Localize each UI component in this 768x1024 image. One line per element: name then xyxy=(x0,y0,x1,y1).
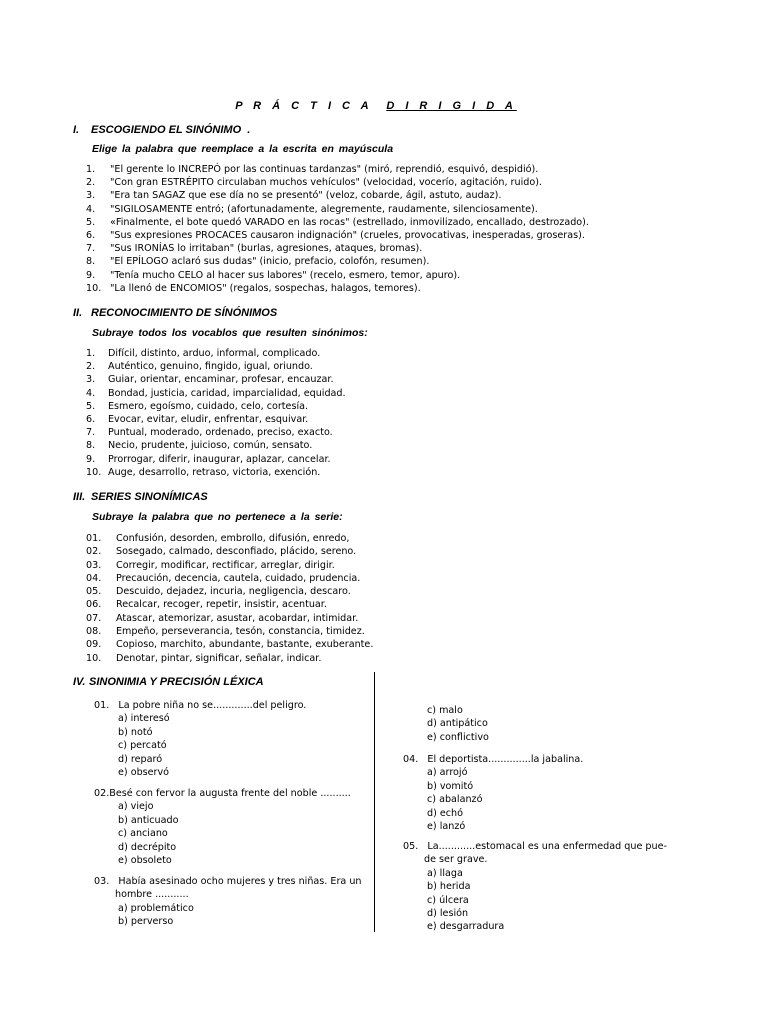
option: a) problemático xyxy=(118,902,194,914)
list-item xyxy=(86,373,346,386)
item-number: 4. xyxy=(86,203,96,215)
option: c) percató xyxy=(118,740,167,752)
list-item xyxy=(86,585,373,598)
item-number: 06. xyxy=(86,599,102,611)
section3-number: III. xyxy=(73,491,86,503)
list-item xyxy=(86,163,589,176)
list-item xyxy=(86,242,589,255)
item-text: Auge, desarrollo, retraso, victoria, exención. xyxy=(108,466,321,478)
item-text: Puntual, moderado, ordenado, preciso, exacto. xyxy=(108,427,333,439)
section4-title: SINONIMIA Y PRECISIÓN LÉXICA xyxy=(89,676,264,688)
section3-list xyxy=(86,532,373,665)
question-02 xyxy=(94,787,351,867)
section2-instruction: Subraye todos los vocablos que resulten sinónimos: xyxy=(92,327,368,339)
item-text: Auténtico, genuino, fingido, igual, oriundo. xyxy=(108,361,313,373)
item-text: "El EPÍLOGO aclaró sus dudas" (inicio, prefacio, colofón, resumen). xyxy=(110,256,430,268)
list-item xyxy=(86,453,346,466)
list-item xyxy=(86,559,373,572)
item-text: Bondad, justicia, caridad, imparcialidad, equidad. xyxy=(108,387,346,399)
section2-heading xyxy=(73,307,277,319)
item-number: 3. xyxy=(86,190,96,202)
list-item xyxy=(86,439,346,452)
item-text: Corregir, modificar, rectificar, arreglar, dirigir. xyxy=(116,559,335,571)
section1-heading xyxy=(73,124,250,136)
item-text: Confusión, desorden, embrollo, difusión, enredo, xyxy=(116,533,350,544)
section1-title: ESCOGIENDO EL SINÓNIMO . xyxy=(91,124,251,136)
item-number: 5. xyxy=(86,216,96,228)
list-item xyxy=(86,532,373,545)
item-number: 8. xyxy=(86,256,96,268)
question-02-stem: 02.Besé con fervor la augusta frente del noble .......... xyxy=(94,788,351,799)
item-number: 1. xyxy=(86,348,96,359)
item-text: Difícil, distinto, arduo, informal, complicado. xyxy=(108,348,321,359)
question-04 xyxy=(403,753,583,833)
question-05-options xyxy=(403,867,667,934)
list-item xyxy=(86,638,373,651)
list-item xyxy=(86,387,346,400)
item-text: Recalcar, recoger, repetir, insistir, acentuar. xyxy=(116,599,327,611)
option: c) anciano xyxy=(118,828,168,840)
section1-instruction: Elige la palabra que reemplace a la escrita en mayúscula xyxy=(92,143,394,155)
question-01 xyxy=(94,699,306,779)
list-item xyxy=(86,229,589,242)
question-02-options xyxy=(94,800,351,867)
item-number: 6. xyxy=(86,229,96,241)
list-item xyxy=(86,189,589,202)
option: a) llaga xyxy=(427,867,463,879)
item-text: Sosegado, calmado, desconfiado, plácido, sereno. xyxy=(116,546,357,558)
list-item xyxy=(86,360,346,373)
item-text: Evocar, evitar, eludir, enfrentar, esquivar. xyxy=(108,413,309,425)
item-text: Atascar, atemorizar, asustar, acobardar, intimidar. xyxy=(116,612,359,624)
list-item xyxy=(86,466,346,479)
item-number: 3. xyxy=(86,374,96,386)
question-05-stem-cont: de ser grave. xyxy=(424,854,488,866)
section3-title: SERIES SINONÍMICAS xyxy=(91,491,208,503)
item-text: "La llenó de ENCOMIOS" (regalos, sospechas, halagos, temores). xyxy=(110,282,421,294)
item-number: 03. xyxy=(86,559,102,571)
option: d) antipático xyxy=(427,718,488,730)
list-item xyxy=(86,612,373,625)
item-number: 01. xyxy=(86,533,102,544)
option: d) echó xyxy=(427,807,464,819)
item-text: Denotar, pintar, significar, señalar, indicar. xyxy=(116,652,322,664)
option: a) viejo xyxy=(118,801,154,813)
option: e) desgarradura xyxy=(427,921,505,933)
question-01-options xyxy=(94,712,306,779)
option: d) decrépito xyxy=(118,841,177,853)
item-number: 02. xyxy=(86,546,102,558)
list-item xyxy=(86,176,589,189)
question-04-options xyxy=(403,766,583,833)
question-03-continued xyxy=(427,704,489,744)
option: c) abalanzó xyxy=(427,794,483,806)
item-number: 08. xyxy=(86,626,102,638)
item-number: 05. xyxy=(86,586,102,598)
list-item xyxy=(86,255,589,268)
item-number: 1. xyxy=(86,164,96,175)
option: b) vomitó xyxy=(427,780,474,792)
list-item xyxy=(86,572,373,585)
item-text: "Sus IRONÍAS lo irritaban" (burlas, agresiones, ataques, bromas). xyxy=(110,243,423,255)
option: b) herida xyxy=(427,881,471,893)
item-number: 5. xyxy=(86,400,96,412)
item-number: 4. xyxy=(86,387,96,399)
list-item xyxy=(86,545,373,558)
item-number: 09. xyxy=(86,639,102,651)
question-03 xyxy=(94,875,362,929)
item-text: "SIGILOSAMENTE entró; (afortunadamente, alegremente, raudamente, silenciosamente). xyxy=(110,203,538,215)
item-text: Guiar, orientar, encaminar, profesar, encauzar. xyxy=(108,374,334,386)
list-item xyxy=(86,203,589,216)
option: e) conflictivo xyxy=(427,731,489,743)
item-number: 7. xyxy=(86,243,96,255)
title-part2: D I R I G I D A xyxy=(386,100,517,112)
item-text: «Finalmente, el bote quedó VARADO en las rocas" (estrellado, inmovilizado, encallado, destrozado). xyxy=(110,216,589,228)
question-03-stem-cont: hombre ........... xyxy=(115,889,189,901)
item-text: "Era tan SAGAZ que ese día no se presentó" (veloz, cobarde, ágil, astuto, audaz). xyxy=(110,190,502,202)
option: d) reparó xyxy=(118,753,163,765)
list-item xyxy=(86,400,346,413)
item-text: Precaución, decencia, cautela, cuidado, prudencia. xyxy=(116,572,361,584)
section4-number: IV. xyxy=(73,676,86,688)
list-item xyxy=(86,269,589,282)
option: a) arrojó xyxy=(427,767,468,779)
question-01-stem: 01. La pobre niña no se.............del peligro. xyxy=(94,700,307,711)
list-item xyxy=(86,625,373,638)
item-number: 2. xyxy=(86,361,96,373)
item-number: 10. xyxy=(86,466,102,478)
section2-number: II. xyxy=(73,307,83,319)
item-text: Prorrogar, diferir, inaugurar, aplazar, cancelar. xyxy=(108,453,331,465)
item-text: Esmero, egoísmo, cuidado, celo, cortesía. xyxy=(108,400,309,412)
option: c) malo xyxy=(427,705,463,716)
option: e) lanzó xyxy=(427,820,466,832)
section3-instruction: Subraye la palabra que no pertenece a la serie: xyxy=(92,511,343,523)
item-text: Descuido, dejadez, incuria, negligencia, descaro. xyxy=(116,586,351,598)
list-item xyxy=(86,347,346,360)
list-item xyxy=(86,216,589,229)
page-title xyxy=(0,100,752,112)
item-number: 07. xyxy=(86,612,102,624)
question-03-more-options xyxy=(427,704,489,744)
item-number: 2. xyxy=(86,177,96,189)
item-number: 9. xyxy=(86,453,96,465)
list-item xyxy=(86,652,373,665)
option: d) lesión xyxy=(427,907,469,919)
item-number: 8. xyxy=(86,440,96,452)
item-text: Empeño, perseverancia, tesón, constancia, timidez. xyxy=(116,626,365,638)
item-text: "Tenía mucho CELO al hacer sus labores" (recelo, esmero, temor, apuro). xyxy=(110,269,461,281)
item-number: 6. xyxy=(86,413,96,425)
option: c) úlcera xyxy=(427,894,469,906)
list-item xyxy=(86,598,373,611)
title-part1: P R Á C T I C A xyxy=(235,100,373,112)
option: b) anticuado xyxy=(118,814,179,826)
list-item xyxy=(86,413,346,426)
list-item xyxy=(86,426,346,439)
option: e) observó xyxy=(118,766,170,778)
item-text: "El gerente lo INCREPÓ por las continuas tardanzas" (miró, reprendió, esquivó, despidió). xyxy=(110,164,539,175)
column-divider xyxy=(374,672,375,932)
item-number: 10. xyxy=(86,282,102,294)
list-item xyxy=(86,282,589,295)
item-text: "Con gran ESTRÉPITO circulaban muchos vehículos" (velocidad, vocerío, agitación, ruido). xyxy=(110,177,542,189)
item-number: 10. xyxy=(86,652,102,664)
section1-number: I. xyxy=(73,124,80,136)
section4-heading xyxy=(73,676,264,688)
item-text: "Sus expresiones PROCACES causaron indignación" (crueles, provocativas, inesperadas, groseras). xyxy=(110,229,585,241)
section2-title: RECONOCIMIENTO DE SÍNÓNIMOS xyxy=(91,307,278,319)
item-number: 04. xyxy=(86,572,102,584)
section2-list xyxy=(86,347,346,479)
option: b) notó xyxy=(118,726,153,738)
question-03-stem: 03. Había asesinado ocho mujeres y tres niñas. Era un xyxy=(94,876,362,887)
option: e) obsoleto xyxy=(118,854,172,866)
option: b) perverso xyxy=(118,916,174,928)
section1-list xyxy=(86,163,589,295)
question-05-stem: 05. La............estomacal es una enfermedad que pue- xyxy=(403,841,667,852)
item-text: Copioso, marchito, abundante, bastante, exuberante. xyxy=(116,639,374,651)
question-05 xyxy=(403,840,667,934)
item-number: 7. xyxy=(86,427,96,439)
section3-heading xyxy=(73,491,208,503)
item-number: 9. xyxy=(86,269,96,281)
question-03-options xyxy=(94,902,362,929)
item-text: Necio, prudente, juicioso, común, sensato. xyxy=(108,440,313,452)
option: a) interesó xyxy=(118,713,170,725)
question-04-stem: 04. El deportista..............la jabalina. xyxy=(403,754,584,765)
